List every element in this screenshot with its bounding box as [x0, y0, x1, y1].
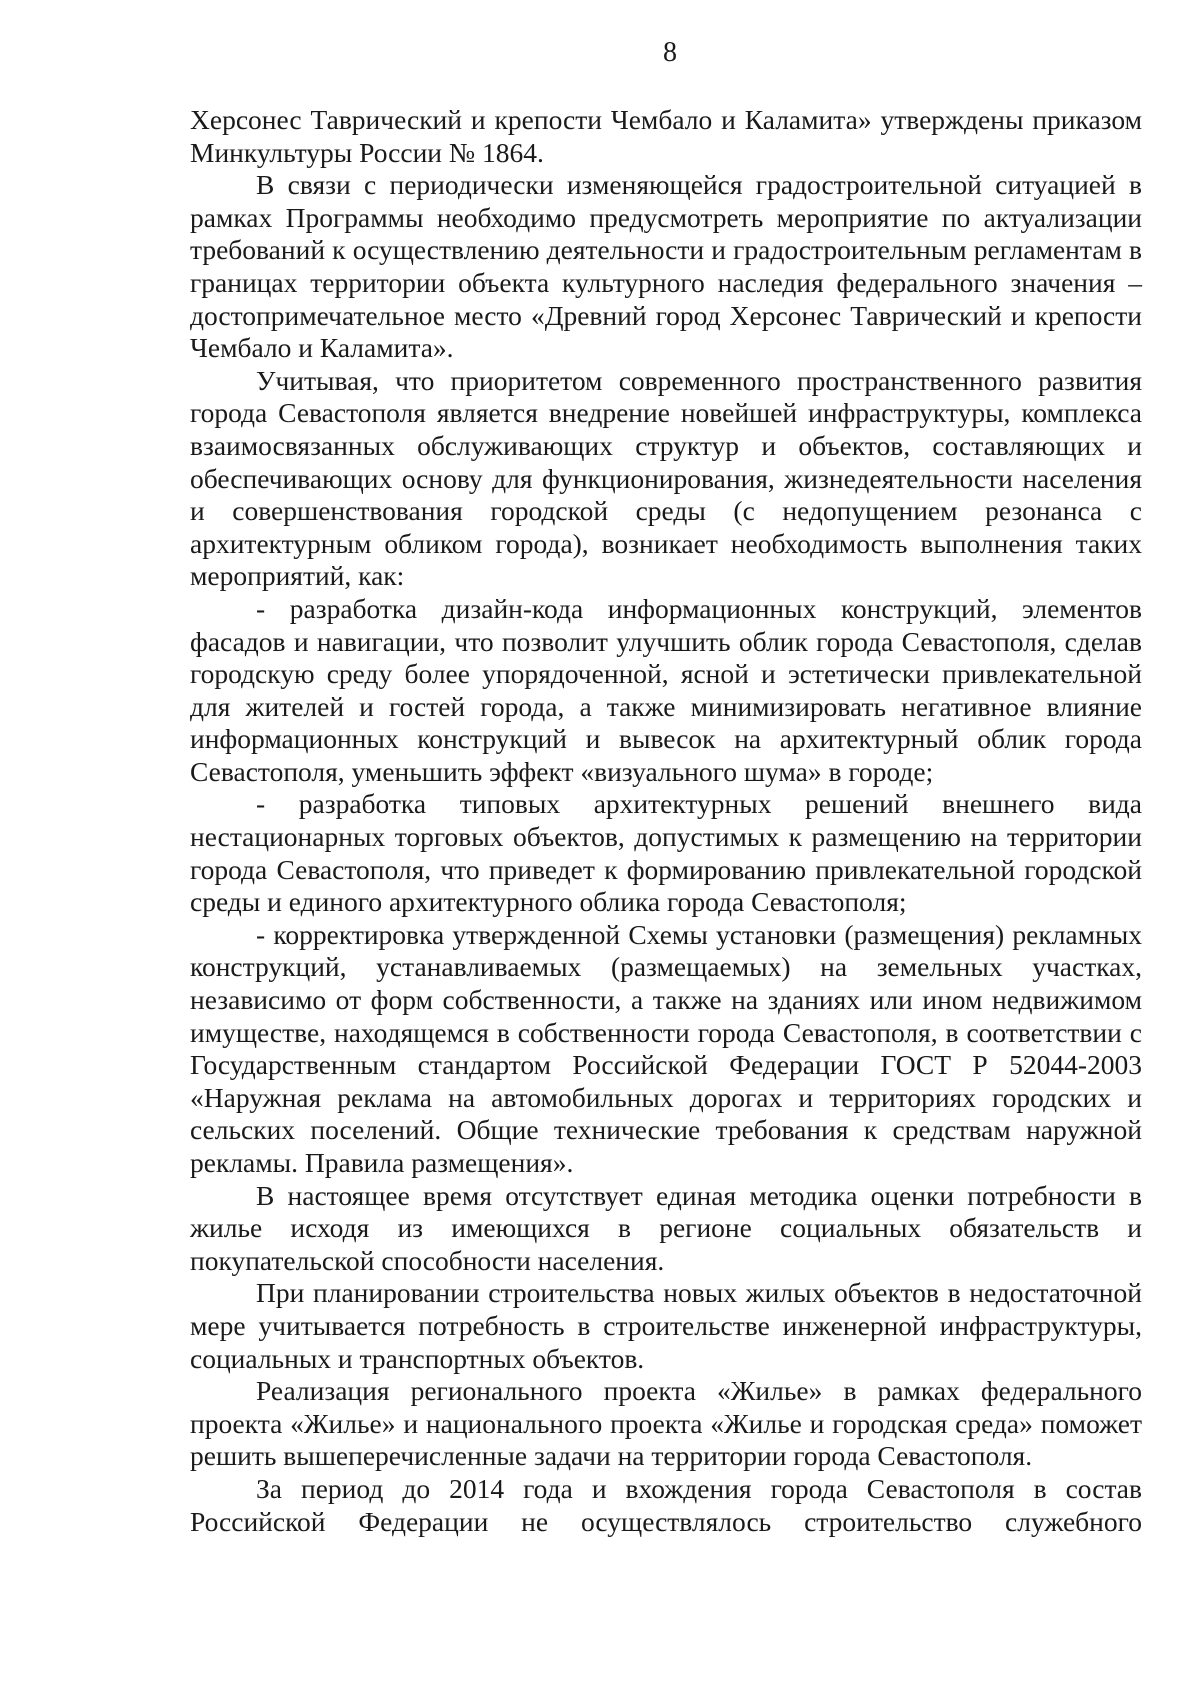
page-number: 8: [663, 37, 677, 68]
list-item-design-code: - разработка дизайн-кода информационных конструкций, элементов фасадов и навигации, что позволит улучшить облик города Севастополя, сделав городскую среду более упорядоченной, ясной и эстетически привлекательной для жителей и гостей города, а также минимизировать негативное влияние информационных конструкций и вывесок на архитектурный облик города Севастополя, уменьшить эффект «визуального шума» в городе;: [190, 592, 1142, 787]
paragraph-priority-development: Учитывая, что приоритетом современного пространственного развития города Севастополя является внедрение новейшей инфраструктуры, комплекса взаимосвязанных обслуживающих структур и объектов, составляющих и обеспечивающих основу для функционирования, жизнедеятельности населения и совершенствования городской среды (с недопущением резонанса с архитектурным обликом города), возникает необходимость выполнения таких мероприятий, как:: [190, 364, 1142, 592]
paragraph-regional-project: Реализация регионального проекта «Жилье» в рамках федерального проекта «Жилье» и национального проекта «Жилье и городская среда» поможет решить вышеперечисленные задачи на территории города Севастополя.: [190, 1375, 1142, 1472]
paragraph-hersones-program: В связи с периодически изменяющейся градостроительной ситуацией в рамках Программы необходимо предусмотреть мероприятие по актуализации требований к осуществлению деятельности и градостроительным регламентам в границах территории объекта культурного наследия федерального значения – достопримечательное место «Древний город Херсонес Таврический и крепости Чембало и Каламита».: [190, 169, 1142, 364]
paragraph-planning: При планировании строительства новых жилых объектов в недостаточной мере учитывается потребность в строительстве инженерной инфраструктуры, социальных и транспортных объектов.: [190, 1277, 1142, 1374]
list-item-advertising-scheme: - корректировка утвержденной Схемы установки (размещения) рекламных конструкций, устанавливаемых (размещаемых) на земельных участках, независимо от форм собственности, а также на зданиях или ином недвижимом имуществе, находящемся в собственности города Севастополя, в соответствии с Государственным стандартом Российской Федерации ГОСТ Р 52044-2003 «Наружная реклама на автомобильных дорогах и территориях городских и сельских поселений. Общие технические требования к средствам наружной рекламы. Правила размещения».: [190, 918, 1142, 1178]
paragraph-housing-methodology: В настоящее время отсутствует единая методика оценки потребности в жилье исходя из имеющихся в регионе социальных обязательств и покупательской способности населения.: [190, 1179, 1142, 1276]
paragraph-continuation: Херсонес Таврический и крепости Чембало и Каламита» утверждены приказом Минкультуры России № 1864.: [190, 104, 1142, 168]
document-body: [190, 104, 1142, 1538]
paragraph-before-2014: За период до 2014 года и вхождения города Севастополя в состав Российской Федерации не осуществлялось строительство служебного: [190, 1472, 1142, 1537]
list-item-typical-solutions: - разработка типовых архитектурных решений внешнего вида нестационарных торговых объектов, допустимых к размещению на территории города Севастополя, что приведет к формированию привлекательной городской среды и единого архитектурного облика города Севастополя;: [190, 788, 1142, 918]
